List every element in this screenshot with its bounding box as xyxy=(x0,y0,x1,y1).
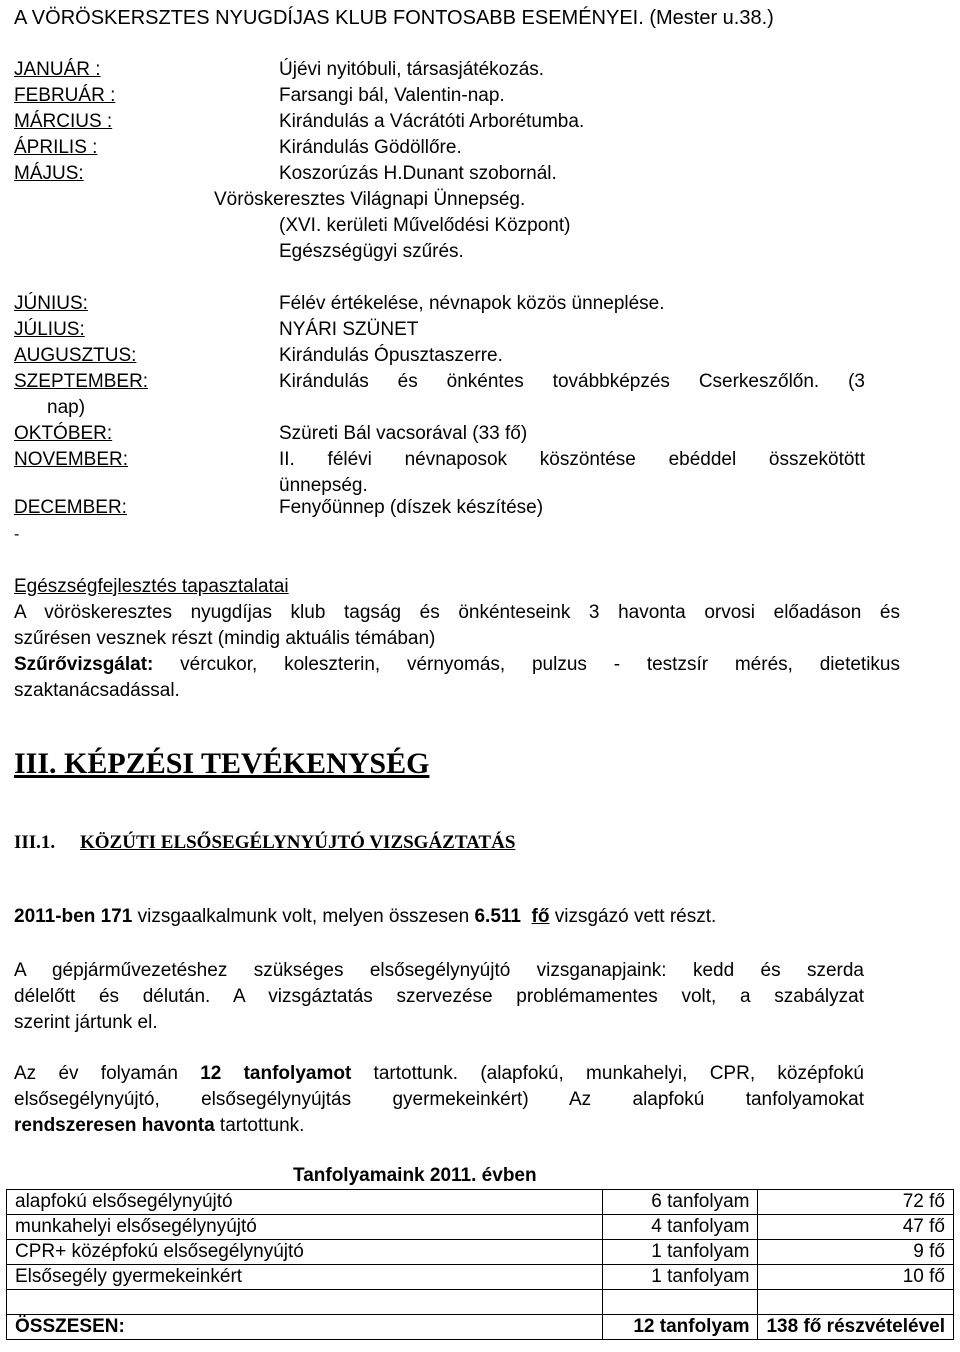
exam-text: vizsgaalkalmunk volt, melyen összesen xyxy=(132,906,475,927)
course-count-cell: 4 tanfolyam xyxy=(603,1215,758,1240)
course-name-cell: Elsősegély gyermekeinkért xyxy=(7,1265,603,1290)
month-label: FEBRUÁR : xyxy=(14,85,116,106)
exam-count: 171 xyxy=(100,906,133,927)
courses-line xyxy=(14,1115,304,1137)
table-row xyxy=(7,1240,954,1265)
exam-year: 2011-ben xyxy=(14,906,96,927)
total-participants-cell: 138 fő részvételével xyxy=(758,1315,954,1340)
event-text: Kirándulás Ópusztaszerre. xyxy=(279,345,503,366)
empty-cell xyxy=(758,1290,954,1315)
courses-line xyxy=(14,1063,864,1085)
dash-mark: - xyxy=(14,526,20,543)
screening-label: Szűrővizsgálat: xyxy=(14,654,154,675)
page-title: A VÖRÖSKERSZTES NYUGDÍJAS KLUB FONTOSABB ESEMÉNYEI. (Mester u.38.) xyxy=(14,7,774,29)
course-name-cell: munkahelyi elsősegélynyújtó xyxy=(7,1215,603,1240)
month-label: SZEPTEMBER: xyxy=(14,371,149,392)
event-text-continued: ünnepség. xyxy=(279,475,368,496)
table-row xyxy=(7,1190,954,1215)
month-label: JANUÁR : xyxy=(14,59,101,80)
table-total-row xyxy=(7,1315,954,1340)
event-text: Egészségügyi szűrés. xyxy=(279,241,464,262)
month-label: DECEMBER: xyxy=(14,497,127,518)
exam-total: 6.511 xyxy=(474,906,521,927)
screening-line xyxy=(14,654,900,676)
course-count-cell: 1 tanfolyam xyxy=(603,1265,758,1290)
event-text: Szüreti Bál vacsorával (33 fő) xyxy=(279,423,528,444)
participant-count-cell: 9 fő xyxy=(758,1240,954,1265)
empty-cell xyxy=(7,1290,603,1315)
event-text: Félév értékelése, névnapok közös ünneplése. xyxy=(279,293,665,314)
event-text: Kirándulás a Vácrátóti Arborétumba. xyxy=(279,111,585,132)
table-row xyxy=(7,1265,954,1290)
event-text: II. félévi névnaposok köszöntése ebéddel összekötött xyxy=(279,449,865,470)
month-label: AUGUSZTUS: xyxy=(14,345,137,366)
event-text: Kirándulás Gödöllőre. xyxy=(279,137,462,158)
participant-count-cell: 47 fő xyxy=(758,1215,954,1240)
exam-days-line: szerint jártunk el. xyxy=(14,1012,158,1033)
screening-text: vércukor, koleszterin, vérnyomás, pulzus - testzsír mérés, dietetikus xyxy=(153,654,900,675)
event-text-continued: nap) xyxy=(47,397,86,418)
health-paragraph-line: szaktanácsadással. xyxy=(14,680,180,701)
subsection-title: KÖZÚTI ELSŐSEGÉLYNYÚJTÓ VIZSGÁZTATÁS xyxy=(80,832,516,853)
event-text: NYÁRI SZÜNET xyxy=(279,319,419,340)
courses-text: Az év folyamán xyxy=(14,1063,201,1084)
course-name-cell: alapfokú elsősegélynyújtó xyxy=(7,1190,603,1215)
exam-days-line: délelőtt és délután. A vizsgáztatás szervezése problémamentes volt, a szabályzat xyxy=(14,986,864,1007)
empty-cell xyxy=(603,1290,758,1315)
courses-line: elsősegélynyújtó, elsősegélynyújtás gyermekeinkért) Az alapfokú tanfolyamokat xyxy=(14,1089,864,1110)
exam-summary xyxy=(14,906,716,928)
table-row-empty xyxy=(7,1290,954,1315)
event-text: Vöröskeresztes Világnapi Ünnepség. xyxy=(214,189,526,210)
course-count-cell: 6 tanfolyam xyxy=(603,1190,758,1215)
courses-count: 12 tanfolyamot xyxy=(200,1063,352,1084)
courses-text: tartottunk. xyxy=(214,1115,305,1136)
participant-count-cell: 72 fő xyxy=(758,1190,954,1215)
exam-unit: fő xyxy=(531,906,550,927)
exam-days-line: A gépjárművezetéshez szükséges elsősegélynyújtó vizsganapjaink: kedd és szerda xyxy=(14,960,864,981)
event-text: Farsangi bál, Valentin-nap. xyxy=(279,85,505,106)
section-heading: III. KÉPZÉSI TEVÉKENYSÉG xyxy=(14,747,430,780)
courses-text: tartottunk. (alapfokú, munkahelyi, CPR, középfokú xyxy=(351,1063,865,1084)
courses-frequency: rendszeresen havonta xyxy=(14,1115,215,1136)
event-text: Újévi nyitóbuli, társasjátékozás. xyxy=(279,59,545,80)
health-paragraph-line: szűrésen vesznek részt (mindig aktuális témában) xyxy=(14,628,436,649)
table-row xyxy=(7,1215,954,1240)
month-label: MÁRCIUS : xyxy=(14,111,113,132)
event-text: Koszorúzás H.Dunant szobornál. xyxy=(279,163,557,184)
table-title: Tanfolyamaink 2011. évben xyxy=(293,1165,537,1186)
event-text: Kirándulás és önkéntes továbbképzés Cserkeszőlőn. (3 xyxy=(279,371,865,392)
health-heading: Egészségfejlesztés tapasztalatai xyxy=(14,576,289,597)
participant-count-cell: 10 fő xyxy=(758,1265,954,1290)
course-name-cell: CPR+ középfokú elsősegélynyújtó xyxy=(7,1240,603,1265)
subsection-number: III.1. xyxy=(14,832,56,853)
course-count-cell: 1 tanfolyam xyxy=(603,1240,758,1265)
courses-table xyxy=(6,1189,954,1340)
health-paragraph-line: A vöröskeresztes nyugdíjas klub tagság és önkénteseink 3 havonta orvosi előadáson és xyxy=(14,602,900,623)
event-text: Fenyőünnep (díszek készítése) xyxy=(279,497,544,518)
month-label: MÁJUS: xyxy=(14,163,84,184)
month-label: NOVEMBER: xyxy=(14,449,129,470)
month-label: ÁPRILIS : xyxy=(14,137,98,158)
total-label-cell: ÖSSZESEN: xyxy=(7,1315,603,1340)
month-label: JÚNIUS: xyxy=(14,293,88,314)
month-label: OKTÓBER: xyxy=(14,423,113,444)
total-courses-cell: 12 tanfolyam xyxy=(603,1315,758,1340)
event-text: (XVI. kerületi Művelődési Központ) xyxy=(279,215,571,236)
exam-text-end: vizsgázó vett részt. xyxy=(549,906,717,927)
month-label: JÚLIUS: xyxy=(14,319,85,340)
